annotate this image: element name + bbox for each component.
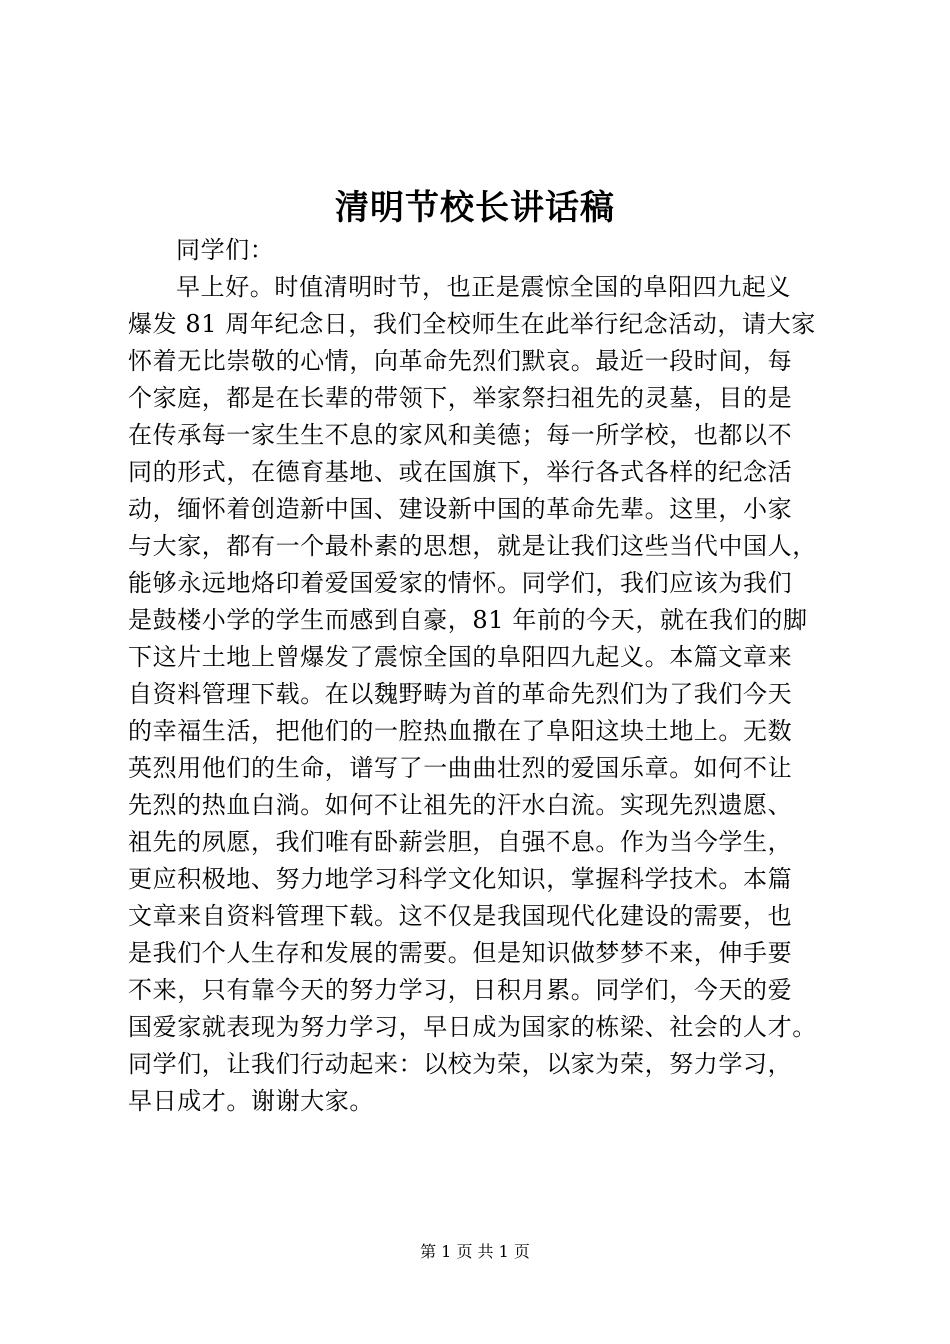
body-line: 能够永远地烙印着爱国爱家的情怀。同学们，我们应该为我们 (128, 569, 793, 597)
body-line: 英烈用他们的生命，谱写了一曲曲壮烈的爱国乐章。如何不让 (128, 754, 793, 782)
body-line: 是鼓楼小学的学生而感到自豪，81 年前的今天，就在我们的脚 (128, 606, 808, 634)
body-line: 自资料管理下载。在以魏野畴为首的革命先烈们为了我们今天 (128, 680, 793, 708)
document-body (128, 232, 858, 1120)
body-line: 同学们，让我们行动起来：以校为荣，以家为荣，努力学习， (128, 1050, 793, 1078)
body-line: 更应积极地、努力地学习科学文化知识，掌握科学技术。本篇 (128, 865, 793, 893)
body-line: 在传承每一家生生不息的家风和美德；每一所学校，也都以不 (128, 421, 793, 449)
body-line: 早上好。时值清明时节，也正是震惊全国的阜阳四九起义 (176, 273, 791, 301)
body-line: 先烈的热血白淌。如何不让祖先的汗水白流。实现先烈遗愿、 (128, 791, 793, 819)
body-line: 下这片土地上曾爆发了震惊全国的阜阳四九起义。本篇文章来 (128, 643, 793, 671)
page-footer: 第 1 页 共 1 页 (420, 1242, 530, 1261)
body-line: 的幸福生活，把他们的一腔热血撒在了阜阳这块土地上。无数 (128, 717, 793, 745)
body-line: 与大家，都有一个最朴素的思想，就是让我们这些当代中国人， (128, 532, 817, 560)
body-line: 文章来自资料管理下载。这不仅是我国现代化建设的需要，也 (128, 902, 793, 930)
body-line: 国爱家就表现为努力学习，早日成为国家的栋梁、社会的人才。 (128, 1013, 817, 1041)
document-title: 清明节校长讲话稿 (335, 188, 615, 228)
body-line: 怀着无比崇敬的心情，向革命先烈们默哀。最近一段时间，每 (128, 347, 793, 375)
body-line: 同的形式，在德育基地、或在国旗下，举行各式各样的纪念活 (128, 458, 793, 486)
body-line: 祖先的夙愿，我们唯有卧薪尝胆，自强不息。作为当今学生， (128, 828, 793, 856)
body-line: 爆发 81 周年纪念日，我们全校师生在此举行纪念活动，请大家 (128, 310, 816, 338)
body-line: 早日成才。谢谢大家。 (128, 1087, 374, 1115)
body-line: 个家庭，都是在长辈的带领下，举家祭扫祖先的灵墓，目的是 (128, 384, 793, 412)
body-line: 是我们个人生存和发展的需要。但是知识做梦梦不来，伸手要 (128, 939, 793, 967)
body-line: 动，缅怀着创造新中国、建设新中国的革命先辈。这里，小家 (128, 495, 793, 523)
body-line: 不来，只有靠今天的努力学习，日积月累。同学们，今天的爱 (128, 976, 793, 1004)
salutation: 同学们： (176, 236, 275, 264)
